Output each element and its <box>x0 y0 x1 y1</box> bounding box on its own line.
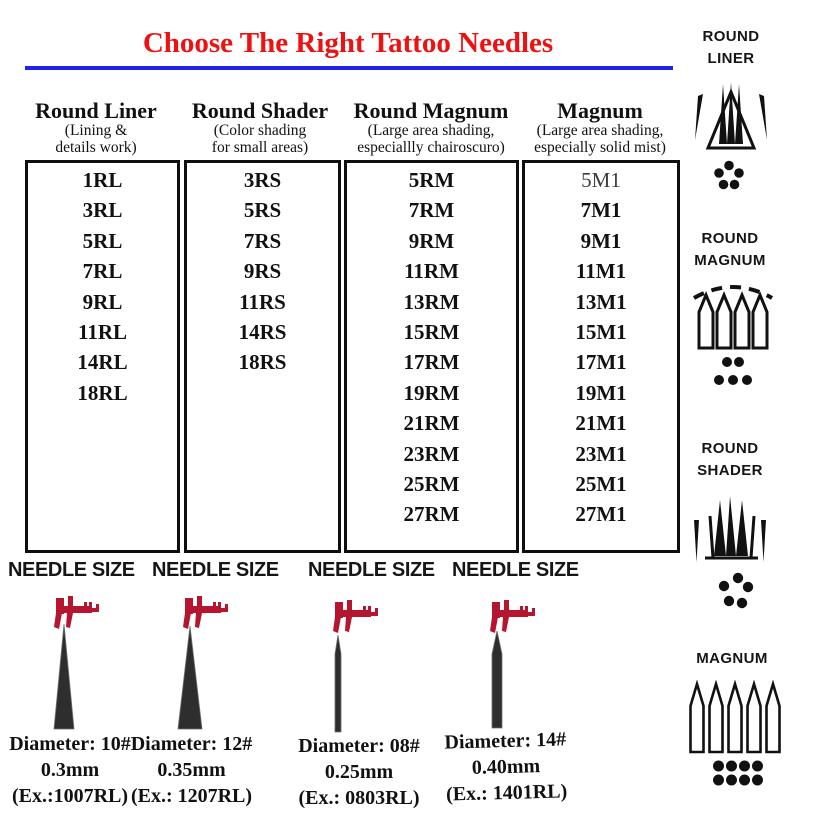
needle-size-spec-line: 0.35mm <box>157 759 226 781</box>
needle-code-25rm: 25RM <box>403 471 460 496</box>
shader-5-dot-cluster-icon <box>718 572 754 612</box>
needle-size-spec-line: (Ex.:1007RL) <box>11 785 129 807</box>
needle-type-label-line: ROUND <box>701 440 759 457</box>
needle-code-18rs: 18RS <box>238 350 287 375</box>
needle-code-21m1: 21M1 <box>575 411 627 436</box>
needle-code-5rl: 5RL <box>82 228 123 253</box>
needle-size-spec-line: Diameter: 08# <box>298 735 420 757</box>
column-subtitle-line: (Lining & <box>64 122 128 139</box>
needle-size-heading: NEEDLE SIZE <box>152 559 279 581</box>
column-subtitle-line: (Color shading <box>213 122 307 139</box>
needle-code-5m1: 5M1 <box>581 168 621 192</box>
needle-type-label-magnum <box>680 648 784 670</box>
column-subtitle-line: especially solid mist) <box>534 138 666 156</box>
needle-code-9m1: 9M1 <box>580 228 622 253</box>
needle-code-1rl: 1RL <box>82 168 123 192</box>
column-header-round-liner <box>15 99 177 156</box>
needle-size-spec-line: (Ex.: 1207RL) <box>130 785 253 807</box>
needle-size-spec <box>292 733 426 811</box>
needle-type-label-line: MAGNUM <box>696 650 768 667</box>
needle-code-17m1: 17M1 <box>575 350 627 375</box>
needle-code-27rm: 27RM <box>403 502 460 527</box>
needle-12-icon <box>176 624 204 732</box>
needle-code-5rs: 5RS <box>243 198 282 223</box>
magnum-dot-grid-icon <box>712 760 764 787</box>
needle-code-5rm: 5RM <box>408 168 455 192</box>
needle-code-9rl: 9RL <box>82 289 123 314</box>
needle-type-label-line: ROUND <box>702 28 760 45</box>
liner-5-dot-cluster-icon <box>714 160 744 190</box>
needle-size-spec <box>437 726 575 808</box>
needle-10-icon <box>52 622 76 732</box>
needle-code-14rs: 14RS <box>238 319 287 344</box>
needle-size-spec <box>124 731 259 809</box>
needle-code-13m1: 13M1 <box>575 289 627 314</box>
needle-code-14rl: 14RL <box>77 350 128 375</box>
needle-code-15rm: 15RM <box>403 319 460 344</box>
needle-code-7rm: 7RM <box>408 198 455 223</box>
needle-code-11rl: 11RL <box>77 319 127 344</box>
magnum-codes-box <box>522 160 680 553</box>
needle-14-icon <box>489 630 505 730</box>
round-liner-codes-box <box>25 160 180 553</box>
round-shader-codes-box <box>184 160 341 553</box>
needle-code-3rl: 3RL <box>82 198 123 223</box>
needle-code-7m1: 7M1 <box>580 198 622 223</box>
needle-size-spec <box>0 731 140 809</box>
needle-code-19m1: 19M1 <box>575 380 627 405</box>
column-subtitle-line: (Large area shading, <box>367 122 495 139</box>
column-title: Magnum <box>557 98 643 123</box>
needle-size-spec-line: 0.3mm <box>40 759 100 781</box>
column-title: Round Magnum <box>353 98 509 123</box>
needle-code-21rm: 21RM <box>403 411 460 436</box>
magnum-needle-icon <box>688 680 782 754</box>
needle-code-23m1: 23M1 <box>575 441 627 466</box>
needle-size-spec-line: Diameter: 10# <box>9 733 131 755</box>
needle-code-7rs: 7RS <box>243 228 282 253</box>
title-underline <box>25 66 673 70</box>
round-magnum-dots-icon <box>710 356 756 388</box>
needle-size-heading: NEEDLE SIZE <box>308 559 435 581</box>
column-title: Round Liner <box>35 98 157 123</box>
needle-code-11m1: 11M1 <box>575 259 627 284</box>
needle-code-13rm: 13RM <box>403 289 460 314</box>
needle-code-18rl: 18RL <box>77 380 128 405</box>
column-header-round-shader <box>178 99 342 156</box>
needle-type-label-round-magnum <box>678 228 782 272</box>
column-subtitle-line: especiallly chairoscuro) <box>357 138 505 156</box>
needle-type-label-line: MAGNUM <box>694 252 766 269</box>
needle-size-spec-line: 0.25mm <box>324 761 394 783</box>
round-liner-needle-icon <box>690 80 772 154</box>
needle-size-spec-line: 0.40mm <box>471 755 541 779</box>
needle-code-7rl: 7RL <box>82 259 123 284</box>
round-shader-needle-icon <box>688 490 772 566</box>
needle-type-label-line: SHADER <box>697 462 763 479</box>
column-header-magnum <box>517 99 683 156</box>
needle-size-spec-line: Diameter: 12# <box>130 733 253 755</box>
needle-code-3rs: 3RS <box>243 168 282 192</box>
needle-size-spec-line: (Ex.: 1401RL) <box>445 780 568 806</box>
needle-type-label-round-liner <box>682 26 780 70</box>
needle-code-9rm: 9RM <box>408 228 455 253</box>
needle-code-11rm: 11RM <box>404 259 459 284</box>
needle-code-23rm: 23RM <box>403 441 460 466</box>
needle-type-label-line: ROUND <box>701 230 759 247</box>
needle-size-heading: NEEDLE SIZE <box>8 559 135 581</box>
needle-code-17rm: 17RM <box>403 350 460 375</box>
round-magnum-codes-box <box>344 160 519 553</box>
column-subtitle-line: details work) <box>55 138 137 156</box>
needle-08-icon <box>332 634 344 734</box>
needle-code-25m1: 25M1 <box>575 471 627 496</box>
round-magnum-needle-icon <box>689 276 777 350</box>
needle-code-19rm: 19RM <box>403 380 460 405</box>
needle-code-27m1: 27M1 <box>575 502 627 527</box>
column-header-round-magnum <box>340 99 522 156</box>
column-title: Round Shader <box>191 98 329 123</box>
needle-type-label-round-shader <box>680 438 780 482</box>
page-title: Choose The Right Tattoo Needles <box>142 27 554 59</box>
needle-size-heading: NEEDLE SIZE <box>452 559 579 581</box>
needle-code-15m1: 15M1 <box>575 319 627 344</box>
column-subtitle-line: for small areas) <box>211 138 309 156</box>
column-subtitle-line: (Large area shading, <box>536 122 664 139</box>
needle-type-label-line: LINER <box>707 50 755 67</box>
needle-code-11rs: 11RS <box>239 289 286 314</box>
needle-size-spec-line: Diameter: 14# <box>444 728 567 754</box>
needle-code-9rs: 9RS <box>243 259 282 284</box>
needle-size-spec-line: (Ex.: 0803RL) <box>298 787 420 809</box>
